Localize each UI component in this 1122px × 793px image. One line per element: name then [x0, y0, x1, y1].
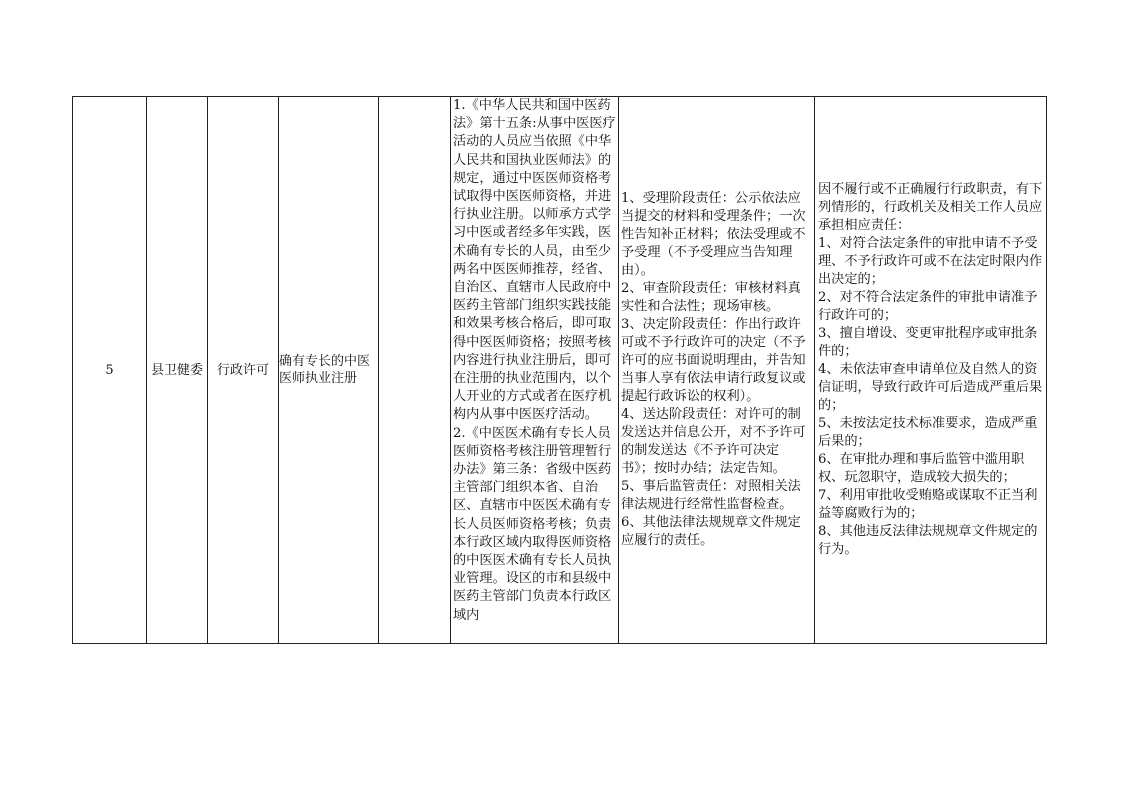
accountability-item: 5、未按法定技术标准要求，造成严重后果的；: [818, 416, 1038, 449]
responsibility-item: 1、受理阶段责任：公示依法应当提交的材料和受理条件；一次性告知补正材料；依法受理或不予受理（不予受理应当告知理由）。: [621, 191, 806, 278]
accountability-item: 2、对不符合法定条件的审批申请准予行政许可的；: [818, 290, 1038, 323]
accountability-cell: [815, 97, 1047, 644]
responsibilities-list: [619, 190, 814, 550]
legal-basis-clause-1: 1.《中华人民共和国中医药法》第十五条:从事中医医疗活动的人员应当依照《中华人民共和国执业医师法》的规定，通过中医医师资格考试取得中医医师资格，并进行执业注册。以师承方式学习中医或者经多年实践，医术确有专长的人员，由至少两名中医医师推荐，经省、自治区、直辖市人民政府中医药主管部门组织实践技能和效果考核合格后，即可取得中医医师资格；按照考核内容进行执业注册后，即可在注册的执业范围内，以个人开业的方式或者在医疗机构内从事中医医疗活动。: [453, 98, 616, 423]
legal-basis-cell: [451, 97, 619, 644]
responsibility-item: 3、决定阶段责任：作出行政许可或不予行政许可的决定（不予许可的应书面说明理由，并告知当事人享有依法申请行政复议或提起行政诉讼的权利）。: [621, 317, 806, 404]
department-cell: 县卫健委: [147, 97, 208, 644]
legal-basis-text: [451, 97, 618, 643]
responsibility-item: 4、送达阶段责任：对许可的制发送达并信息公开，对不予许可的制发送达《不予许可决定书》；按时办结；法定告知。: [621, 407, 806, 476]
accountability-intro: 因不履行或不正确履行行政职责，有下列情形的，行政机关及相关工作人员应承担相应责任：: [818, 182, 1043, 233]
responsibility-item: 5、事后监管责任：对照相关法律法规进行经常性监督检查。: [621, 479, 801, 512]
accountability-item: 3、擅自增设、变更审批程序或审批条件的；: [818, 326, 1038, 359]
power-list-table: [72, 96, 1047, 644]
accountability-list: [815, 181, 1046, 559]
row-number: 5: [73, 97, 147, 644]
table-row: [73, 97, 1047, 644]
accountability-item: 4、未依法审查申请单位及自然人的资信证明，导致行政许可后造成严重后果的；: [818, 362, 1043, 413]
accountability-item: 7、利用审批收受贿赂或谋取不正当利益等腐败行为的；: [818, 488, 1038, 521]
responsibility-item: 2、审查阶段责任：审核材料真实性和合法性；现场审核。: [621, 281, 801, 314]
accountability-item: 6、在审批办理和事后监管中滥用职权、玩忽职守，造成较大损失的；: [818, 452, 1025, 485]
legal-basis-clause-2: 2.《中医医术确有专长人员医师资格考核注册管理暂行办法》第三条：省级中医药主管部门组织本省、自治区、直辖市中医医术确有专长人员医师资格考核；负责本行政区域内取得医师资格的中医医术确有专长人员执业管理。设区的市和县级中医药主管部门负责本行政区域内: [453, 425, 612, 623]
responsibilities-cell: [619, 97, 815, 644]
responsibility-item: 6、其他法律法规规章文件规定应履行的责任。: [621, 515, 801, 548]
sub-item-cell: [379, 97, 451, 644]
power-type-cell: 行政许可: [208, 97, 279, 644]
accountability-item: 1、对符合法定条件的审批申请不予受理、不予行政许可或不在法定时限内作出决定的；: [818, 236, 1043, 287]
accountability-item: 8、其他违反法律法规规章文件规定的行为。: [818, 524, 1038, 557]
item-name-cell: 确有专长的中医医师执业注册: [279, 97, 379, 644]
